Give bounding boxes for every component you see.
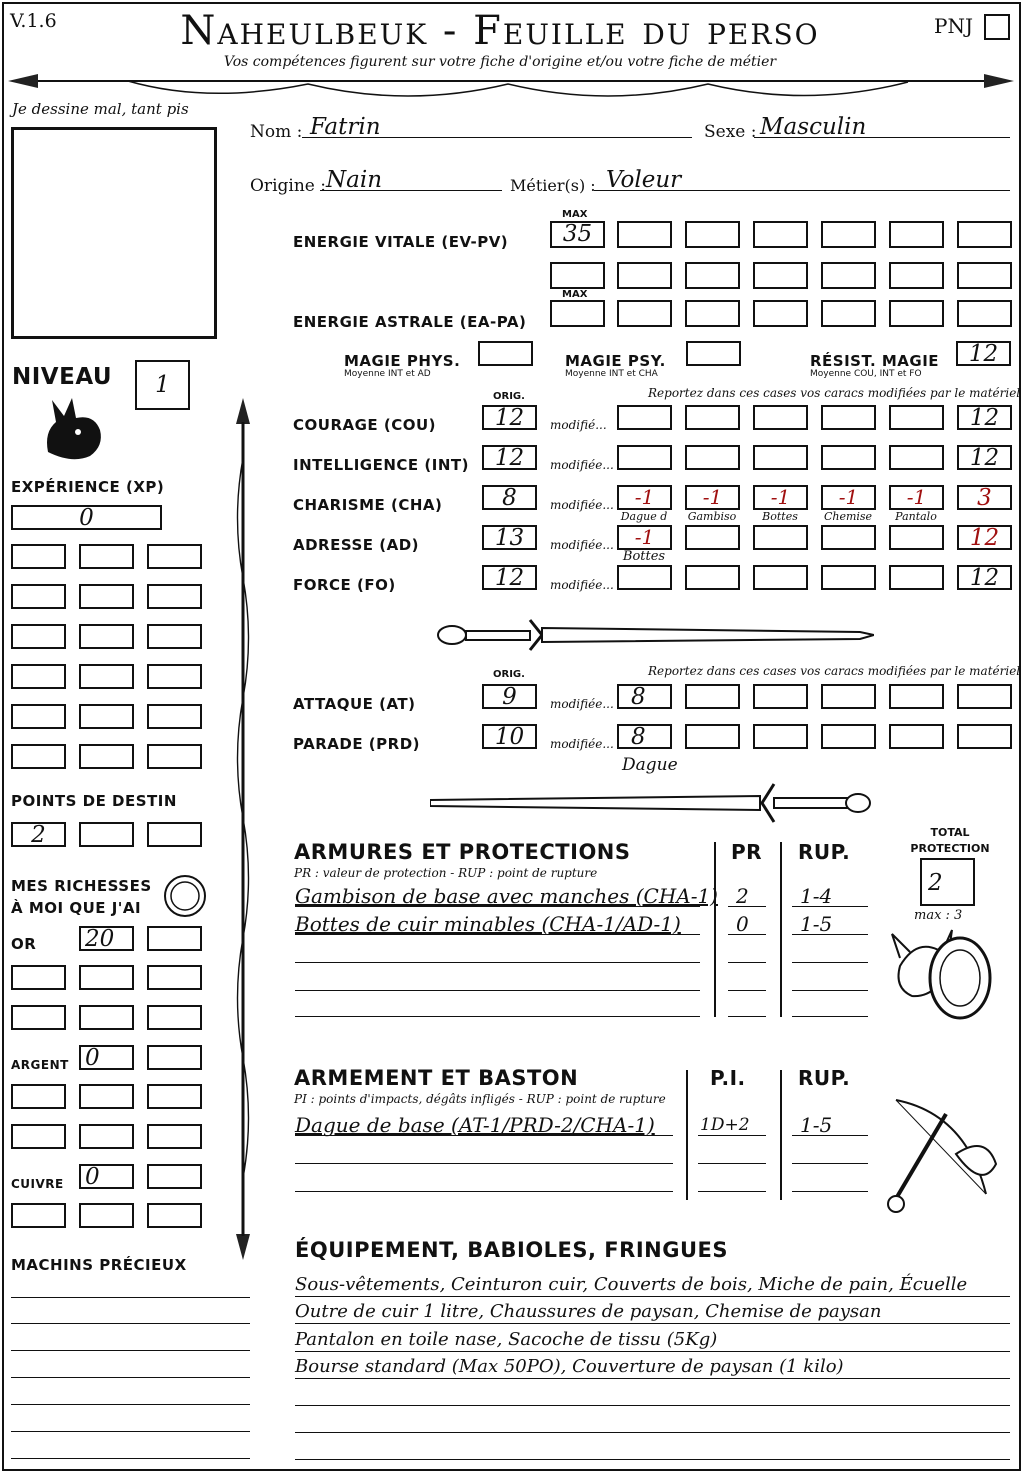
carac-mod-box[interactable] — [889, 565, 944, 590]
resist-magie-label: RÉSIST. MAGIE — [810, 352, 940, 370]
carac-final-box[interactable]: 12 — [957, 525, 1012, 550]
carac-mod-box[interactable] — [685, 405, 740, 430]
armure-line[interactable] — [295, 962, 700, 963]
ev-max-box[interactable]: 35 — [550, 221, 605, 248]
combat-box[interactable] — [889, 724, 944, 749]
ev-max-label: MAX — [562, 209, 588, 220]
argent-box[interactable] — [147, 1045, 202, 1070]
armures-title: ARMURES ET PROTECTIONS — [294, 840, 631, 864]
equip-text[interactable]: Sous-vêtements, Ceinturon cuir, Couverts de bois, Miche de pain, Écuelle — [295, 1274, 968, 1295]
total-label-1: TOTAL — [930, 826, 970, 839]
ea-box[interactable] — [685, 300, 740, 327]
combat-box[interactable] — [685, 684, 740, 709]
ev-box[interactable] — [889, 221, 944, 248]
armure-rup-line[interactable] — [792, 962, 868, 963]
coin-icon — [162, 873, 208, 919]
carac-mod-box[interactable] — [685, 525, 740, 550]
money-box[interactable] — [79, 965, 134, 990]
carac-mod-box[interactable] — [821, 445, 876, 470]
armure-pr-line[interactable] — [728, 1016, 766, 1017]
xp-box[interactable] — [79, 744, 134, 769]
carac-label: FORCE (FO) — [293, 576, 396, 594]
arme-rup[interactable]: 1-5 — [800, 1113, 833, 1137]
xp-box[interactable] — [79, 664, 134, 689]
ev-box[interactable] — [685, 262, 740, 289]
xp-box[interactable] — [147, 704, 202, 729]
carac-orig-box[interactable]: 12 — [482, 405, 537, 430]
money-box[interactable] — [79, 1084, 134, 1109]
pr-header: PR — [731, 840, 763, 864]
armures-sub: PR : valeur de protection - RUP : point de rupture — [294, 866, 598, 880]
origine-field[interactable]: Nain — [326, 167, 383, 193]
equip-text[interactable]: Bourse standard (Max 50PO), Couverture de paysan (1 kilo) — [295, 1356, 844, 1377]
xp-box[interactable] — [11, 704, 66, 729]
metier-label: Métier(s) : — [510, 176, 596, 195]
cuivre-box[interactable]: 0 — [79, 1164, 134, 1189]
ev-box[interactable] — [889, 262, 944, 289]
vertical-spear-icon — [228, 398, 258, 1260]
carac-final-box[interactable]: 12 — [957, 565, 1012, 590]
argent-box[interactable]: 0 — [79, 1045, 134, 1070]
carac-final-box[interactable]: 12 — [957, 405, 1012, 430]
pnj-checkbox[interactable] — [984, 14, 1010, 40]
arme-rup-line[interactable] — [792, 1163, 868, 1164]
carac-mod-box[interactable]: -1 — [753, 485, 808, 510]
machins-line[interactable] — [11, 1458, 250, 1459]
max-note: max : 3 — [914, 908, 963, 923]
carac-final-box[interactable]: 12 — [957, 445, 1012, 470]
armure-name[interactable]: Bottes de cuir minables (CHA-1/AD-1) — [295, 912, 681, 936]
ea-label: ENERGIE ASTRALE (EA-PA) — [293, 313, 527, 331]
ev-box[interactable] — [617, 221, 672, 248]
armure-rup[interactable]: 1-4 — [800, 884, 833, 908]
resist-magie-box[interactable]: 12 — [956, 341, 1011, 366]
page-subtitle: Vos compétences figurent sur votre fiche d'origine et/ou votre fiche de métier — [223, 54, 777, 70]
arme-rup-line[interactable] — [792, 1191, 868, 1192]
armure-pr[interactable]: 2 — [736, 884, 749, 908]
cuivre-label: CUIVRE — [11, 1177, 64, 1191]
nom-label: Nom : — [250, 122, 303, 142]
page-title: Naheulbeuk - Feuille du perso — [180, 8, 820, 54]
total-label-2: PROTECTION — [910, 842, 990, 855]
at-orig-box[interactable]: 9 — [482, 684, 537, 709]
carac-mod-box[interactable] — [685, 565, 740, 590]
money-box[interactable] — [11, 965, 66, 990]
combat-report-note: Reportez dans ces cases vos caracs modifiées par le matériel — [648, 664, 1021, 678]
carac-mod-box[interactable] — [753, 525, 808, 550]
carac-mod-box[interactable]: -1 — [617, 485, 672, 510]
carac-mod-box[interactable]: -1 — [889, 485, 944, 510]
portrait-caption: Je dessine mal, tant pis — [12, 100, 189, 118]
money-box[interactable] — [147, 1084, 202, 1109]
xp-box[interactable] — [11, 664, 66, 689]
combat-box[interactable] — [685, 724, 740, 749]
carac-mod-box[interactable] — [889, 525, 944, 550]
arme-pi[interactable]: 1D+2 — [700, 1115, 750, 1135]
magie-phys-sub: Moyenne INT et AD — [344, 369, 431, 379]
pi-header: P.I. — [710, 1066, 746, 1090]
weapons-icon — [886, 1094, 1004, 1218]
combat-box[interactable] — [753, 684, 808, 709]
niveau-box[interactable]: 1 — [135, 360, 190, 410]
carac-mod-box[interactable] — [889, 405, 944, 430]
ea-box[interactable] — [617, 300, 672, 327]
ev-box[interactable] — [753, 221, 808, 248]
equip-line[interactable] — [295, 1432, 1010, 1433]
machins-line[interactable] — [11, 1350, 250, 1351]
carac-mod-box[interactable] — [685, 445, 740, 470]
machins-line[interactable] — [11, 1377, 250, 1378]
money-box[interactable] — [79, 1203, 134, 1228]
machins-line[interactable] — [11, 1323, 250, 1324]
armement-sub: PI : points d'impacts, dégâts infligés - RUP : point de rupture — [294, 1092, 666, 1106]
ea-box[interactable] — [889, 300, 944, 327]
xp-box[interactable] — [147, 664, 202, 689]
prd-mod-label: modifiée... — [550, 737, 614, 751]
carac-mod-box[interactable] — [821, 405, 876, 430]
carac-label: INTELLIGENCE (INT) — [293, 456, 469, 474]
ev-box[interactable] — [550, 262, 605, 289]
sword-2-icon — [430, 778, 874, 828]
ea-max-box[interactable] — [550, 300, 605, 327]
sexe-label: Sexe : — [704, 122, 757, 142]
magie-psy-box[interactable] — [686, 341, 741, 366]
armure-line[interactable] — [295, 990, 700, 991]
cha-note: Chemise — [823, 510, 873, 523]
arme-line[interactable] — [295, 1163, 673, 1164]
prd-label: PARADE (PRD) — [293, 735, 421, 753]
version-label: V.1.6 — [10, 10, 57, 32]
cha-note: Pantalo — [895, 510, 937, 523]
money-box[interactable] — [11, 1084, 66, 1109]
armement-rup-header: RUP. — [798, 1066, 851, 1090]
ea-box[interactable] — [821, 300, 876, 327]
carac-mod-label: modifiée... — [550, 498, 614, 512]
carac-mod-box[interactable] — [821, 525, 876, 550]
combat-box[interactable] — [753, 724, 808, 749]
combat-box[interactable] — [889, 684, 944, 709]
carac-mod-box[interactable] — [753, 445, 808, 470]
machins-line[interactable] — [11, 1297, 250, 1298]
equip-line[interactable] — [295, 1323, 1010, 1324]
carac-label: COURAGE (COU) — [293, 416, 437, 434]
armure-pr[interactable]: 0 — [736, 912, 749, 936]
metier-field[interactable]: Voleur — [606, 167, 682, 193]
arme-line[interactable] — [295, 1191, 673, 1192]
equip-text[interactable]: Pantalon en toile nase, Sacoche de tissu (5Kg) — [295, 1329, 718, 1350]
equip-line[interactable] — [295, 1351, 1010, 1352]
ev-box[interactable] — [617, 262, 672, 289]
argent-label: ARGENT — [11, 1058, 69, 1072]
carac-mod-box[interactable] — [753, 405, 808, 430]
richesses-label-1: MES RICHESSES — [11, 877, 152, 895]
ev-box[interactable] — [821, 262, 876, 289]
equip-text[interactable]: Outre de cuir 1 litre, Chaussures de paysan, Chemise de paysan — [295, 1301, 882, 1322]
combat-orig-label: ORIG. — [493, 669, 525, 680]
at-label: ATTAQUE (AT) — [293, 695, 416, 713]
destin-box-3[interactable] — [147, 822, 202, 847]
money-box[interactable] — [147, 1124, 202, 1149]
combat-box[interactable] — [821, 724, 876, 749]
money-box[interactable] — [79, 1124, 134, 1149]
carac-label: ADRESSE (AD) — [293, 536, 420, 554]
prd-orig-box[interactable]: 10 — [482, 724, 537, 749]
carac-mod-label: modifiée... — [550, 458, 614, 472]
xp-box[interactable]: 0 — [11, 505, 162, 530]
ev-label: ENERGIE VITALE (EV-PV) — [293, 233, 509, 251]
at-mod-label: modifiée... — [550, 697, 614, 711]
carac-orig-box[interactable]: 12 — [482, 565, 537, 590]
ev-box[interactable] — [957, 221, 1012, 248]
richesses-label-2: À MOI QUE J'AI — [11, 899, 142, 917]
magie-psy-sub: Moyenne INT et CHA — [565, 369, 658, 379]
xp-box[interactable] — [79, 584, 134, 609]
carac-mod-box[interactable]: -1 — [617, 525, 672, 550]
xp-box[interactable] — [147, 544, 202, 569]
carac-mod-box[interactable] — [821, 565, 876, 590]
equipement-title: ÉQUIPEMENT, BABIOLES, FRINGUES — [295, 1238, 728, 1262]
combat-box[interactable] — [821, 684, 876, 709]
portrait-box[interactable] — [11, 127, 217, 339]
xp-box[interactable] — [11, 744, 66, 769]
carac-orig-box[interactable]: 13 — [482, 525, 537, 550]
carac-mod-label: modifiée... — [550, 538, 614, 552]
carac-mod-label: modifiée... — [550, 578, 614, 592]
armure-rup[interactable]: 1-5 — [800, 912, 833, 936]
carac-mod-box[interactable] — [617, 565, 672, 590]
xp-box[interactable] — [79, 624, 134, 649]
or-box[interactable]: 20 — [79, 926, 134, 951]
armure-rup-line[interactable] — [792, 990, 868, 991]
magie-phys-box[interactable] — [478, 341, 533, 366]
pnj-label: PNJ — [934, 14, 973, 38]
carac-label: CHARISME (CHA) — [293, 496, 443, 514]
prd-mod-box[interactable]: 8 — [617, 724, 672, 749]
carac-final-box[interactable]: 3 — [957, 485, 1012, 510]
or-label: OR — [11, 935, 37, 953]
armure-name[interactable]: Gambison de base avec manches (CHA-1) — [295, 884, 718, 908]
carac-mod-box[interactable] — [617, 405, 672, 430]
magie-psy-label: MAGIE PSY. — [565, 352, 666, 370]
ev-box[interactable] — [753, 262, 808, 289]
magie-phys-label: MAGIE PHYS. — [344, 352, 461, 370]
xp-box[interactable] — [147, 744, 202, 769]
equip-line[interactable] — [295, 1296, 1010, 1297]
orig-label: ORIG. — [493, 391, 525, 402]
total-protection-box[interactable]: 2 — [920, 858, 975, 906]
xp-box[interactable] — [147, 624, 202, 649]
carac-mod-box[interactable] — [889, 445, 944, 470]
xp-box[interactable] — [11, 544, 66, 569]
cha-note: Gambiso — [687, 510, 737, 523]
report-note: Reportez dans ces cases vos caracs modifiées par le matériel — [648, 386, 1021, 400]
money-box[interactable] — [11, 1124, 66, 1149]
arme-pi-line[interactable] — [698, 1191, 766, 1192]
ev-box[interactable] — [821, 221, 876, 248]
carac-mod-label: modifié... — [550, 418, 607, 432]
carac-mod-box[interactable]: -1 — [685, 485, 740, 510]
at-mod-box[interactable]: 8 — [617, 684, 672, 709]
money-box[interactable] — [147, 1005, 202, 1030]
cha-note: Dague d — [620, 510, 668, 523]
money-box[interactable] — [79, 1005, 134, 1030]
combat-box[interactable] — [957, 684, 1012, 709]
money-box[interactable] — [147, 965, 202, 990]
ea-max-label: MAX — [562, 289, 588, 300]
carac-mod-box[interactable]: -1 — [821, 485, 876, 510]
equip-line[interactable] — [295, 1459, 1010, 1460]
niveau-label: NIVEAU — [12, 364, 113, 390]
or-box[interactable] — [147, 926, 202, 951]
nom-field[interactable]: Fatrin — [310, 114, 381, 140]
armure-pr-line[interactable] — [728, 990, 766, 991]
dragon-icon — [38, 392, 106, 464]
armement-title: ARMEMENT ET BASTON — [294, 1066, 579, 1090]
destin-box[interactable]: 2 — [11, 822, 66, 847]
arme-pi-line[interactable] — [698, 1163, 766, 1164]
origine-label: Origine : — [250, 176, 326, 196]
xp-box[interactable] — [79, 544, 134, 569]
carac-mod-box[interactable] — [753, 565, 808, 590]
sword-icon — [430, 612, 874, 658]
ea-box[interactable] — [957, 300, 1012, 327]
xp-label: EXPÉRIENCE (XP) — [11, 478, 165, 496]
combat-box[interactable] — [957, 724, 1012, 749]
cuivre-box[interactable] — [147, 1164, 202, 1189]
armure-rup-line[interactable] — [792, 1016, 868, 1017]
equip-line[interactable] — [295, 1378, 1010, 1379]
xp-box[interactable] — [79, 704, 134, 729]
carac-orig-box[interactable]: 8 — [482, 485, 537, 510]
combat-note: Dague — [622, 755, 678, 775]
money-box[interactable] — [11, 1005, 66, 1030]
xp-box[interactable] — [11, 584, 66, 609]
xp-box[interactable] — [11, 624, 66, 649]
machins-line[interactable] — [11, 1431, 250, 1432]
ad-note: Bottes — [622, 549, 666, 564]
armures-rup-header: RUP. — [798, 840, 851, 864]
money-box[interactable] — [11, 1203, 66, 1228]
destin-label: POINTS DE DESTIN — [11, 792, 177, 810]
arme-name[interactable]: Dague de base (AT-1/PRD-2/CHA-1) — [295, 1113, 655, 1137]
equip-line[interactable] — [295, 1405, 1010, 1406]
arme-pi-line[interactable] — [698, 1135, 766, 1136]
resist-magie-sub: Moyenne COU, INT et FO — [810, 369, 922, 379]
ea-box[interactable] — [753, 300, 808, 327]
ev-box[interactable] — [957, 262, 1012, 289]
machins-label: MACHINS PRÉCIEUX — [11, 1256, 187, 1274]
carac-mod-box[interactable] — [617, 445, 672, 470]
cha-note: Bottes — [762, 510, 798, 523]
armure-line[interactable] — [295, 1016, 700, 1017]
armure-pr-line[interactable] — [728, 962, 766, 963]
ev-box[interactable] — [685, 221, 740, 248]
money-box[interactable] — [147, 1203, 202, 1228]
xp-box[interactable] — [147, 584, 202, 609]
machins-line[interactable] — [11, 1404, 250, 1405]
sexe-field[interactable]: Masculin — [760, 114, 867, 140]
destin-box-2[interactable] — [79, 822, 134, 847]
helmet-shield-icon — [890, 928, 1000, 1026]
carac-orig-box[interactable]: 12 — [482, 445, 537, 470]
